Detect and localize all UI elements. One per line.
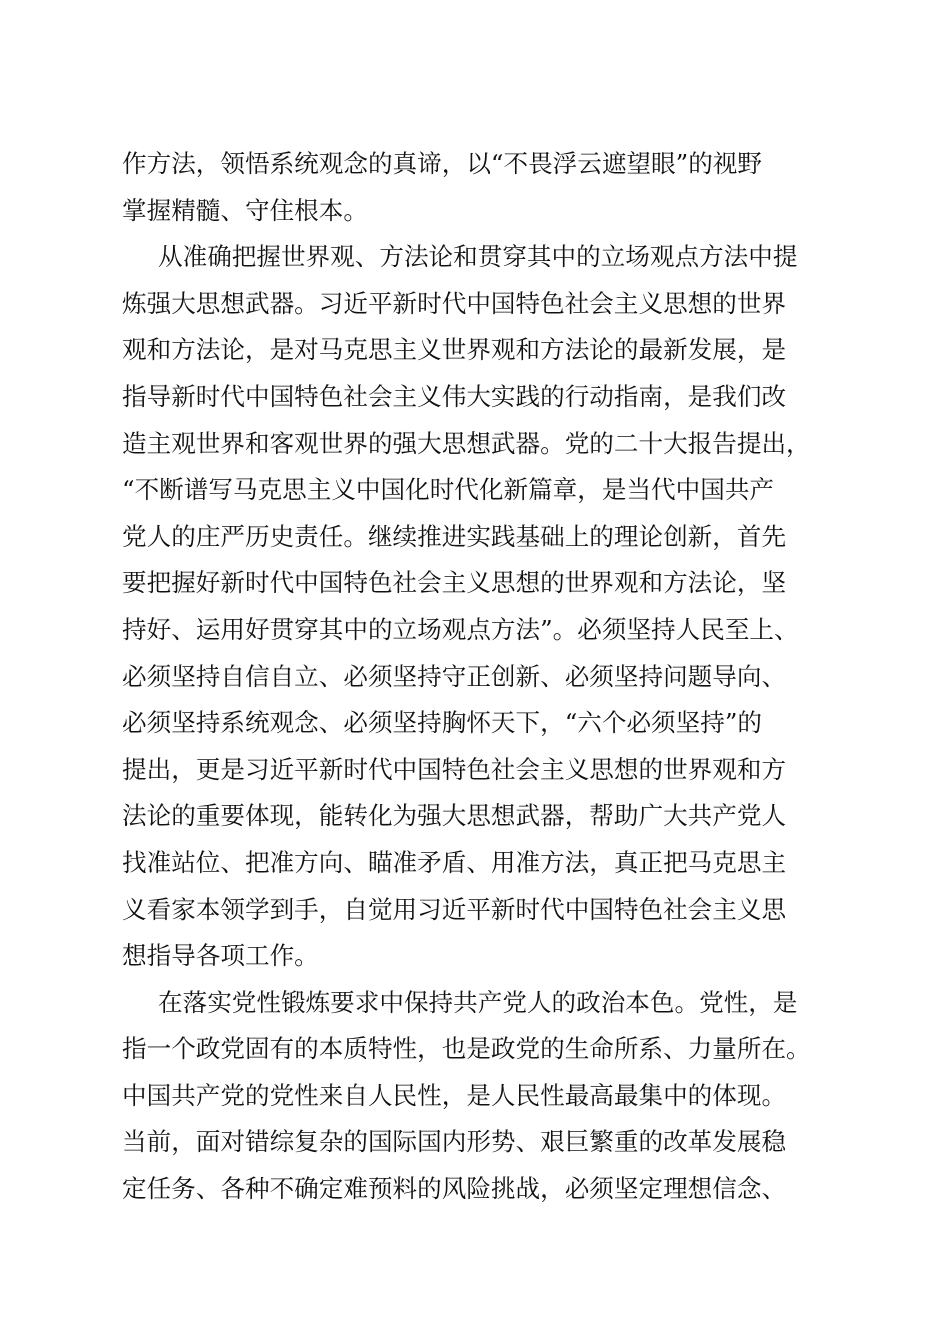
text-line: 法论的重要体现，能转化为强大思想武器，帮助广大共产党人 xyxy=(122,801,787,831)
text-line: 想指导各项工作。 xyxy=(122,941,319,971)
text-line: 必须坚持系统观念、必须坚持胸怀天下，“六个必须坚持”的 xyxy=(122,708,762,738)
text-line: 指导新时代中国特色社会主义伟大实践的行动指南，是我们改 xyxy=(122,381,787,411)
text-line: 中国共产党的党性来自人民性，是人民性最高最集中的体现。 xyxy=(122,1080,787,1110)
text-line: “不断谱写马克思主义中国化时代化新篇章，是当代中国共产 xyxy=(122,475,775,505)
paragraph-start-line: 从准确把握世界观、方法论和贯穿其中的立场观点方法中提 xyxy=(158,242,798,272)
text-line: 造主观世界和客观世界的强大思想武器。党的二十大报告提出， xyxy=(122,428,811,458)
body-text xyxy=(122,141,832,1213)
text-line: 掌握精髓、守住根本。 xyxy=(122,195,368,225)
text-line: 必须坚持自信自立、必须坚持守正创新、必须坚持问题导向、 xyxy=(122,661,787,691)
text-line: 当前，面对错综复杂的国际国内形势、艰巨繁重的改革发展稳 xyxy=(122,1127,787,1157)
text-line: 指一个政党固有的本质特性，也是政党的生命所系、力量所在。 xyxy=(122,1034,811,1064)
text-line: 观和方法论，是对马克思主义世界观和方法论的最新发展，是 xyxy=(122,335,787,365)
text-line: 找准站位、把准方向、瞄准矛盾、用准方法，真正把马克思主 xyxy=(122,847,787,877)
text-line: 提出，更是习近平新时代中国特色社会主义思想的世界观和方 xyxy=(122,754,787,784)
text-line: 要把握好新时代中国特色社会主义思想的世界观和方法论，坚 xyxy=(122,568,787,598)
text-line: 作方法，领悟系统观念的真谛，以“不畏浮云遮望眼”的视野 xyxy=(122,149,762,178)
paragraph-start-line: 在落实党性锻炼要求中保持共产党人的政治本色。党性，是 xyxy=(158,987,798,1017)
text-line: 炼强大思想武器。习近平新时代中国特色社会主义思想的世界 xyxy=(122,288,787,318)
text-line: 定任务、各种不确定难预料的风险挑战，必须坚定理想信念、 xyxy=(122,1174,787,1204)
text-line: 持好、运用好贯穿其中的立场观点方法”。必须坚持人民至上、 xyxy=(122,614,799,644)
text-line: 义看家本领学到手，自觉用习近平新时代中国特色社会主义思 xyxy=(122,894,787,924)
text-line: 党人的庄严历史责任。继续推进实践基础上的理论创新，首先 xyxy=(122,521,787,551)
